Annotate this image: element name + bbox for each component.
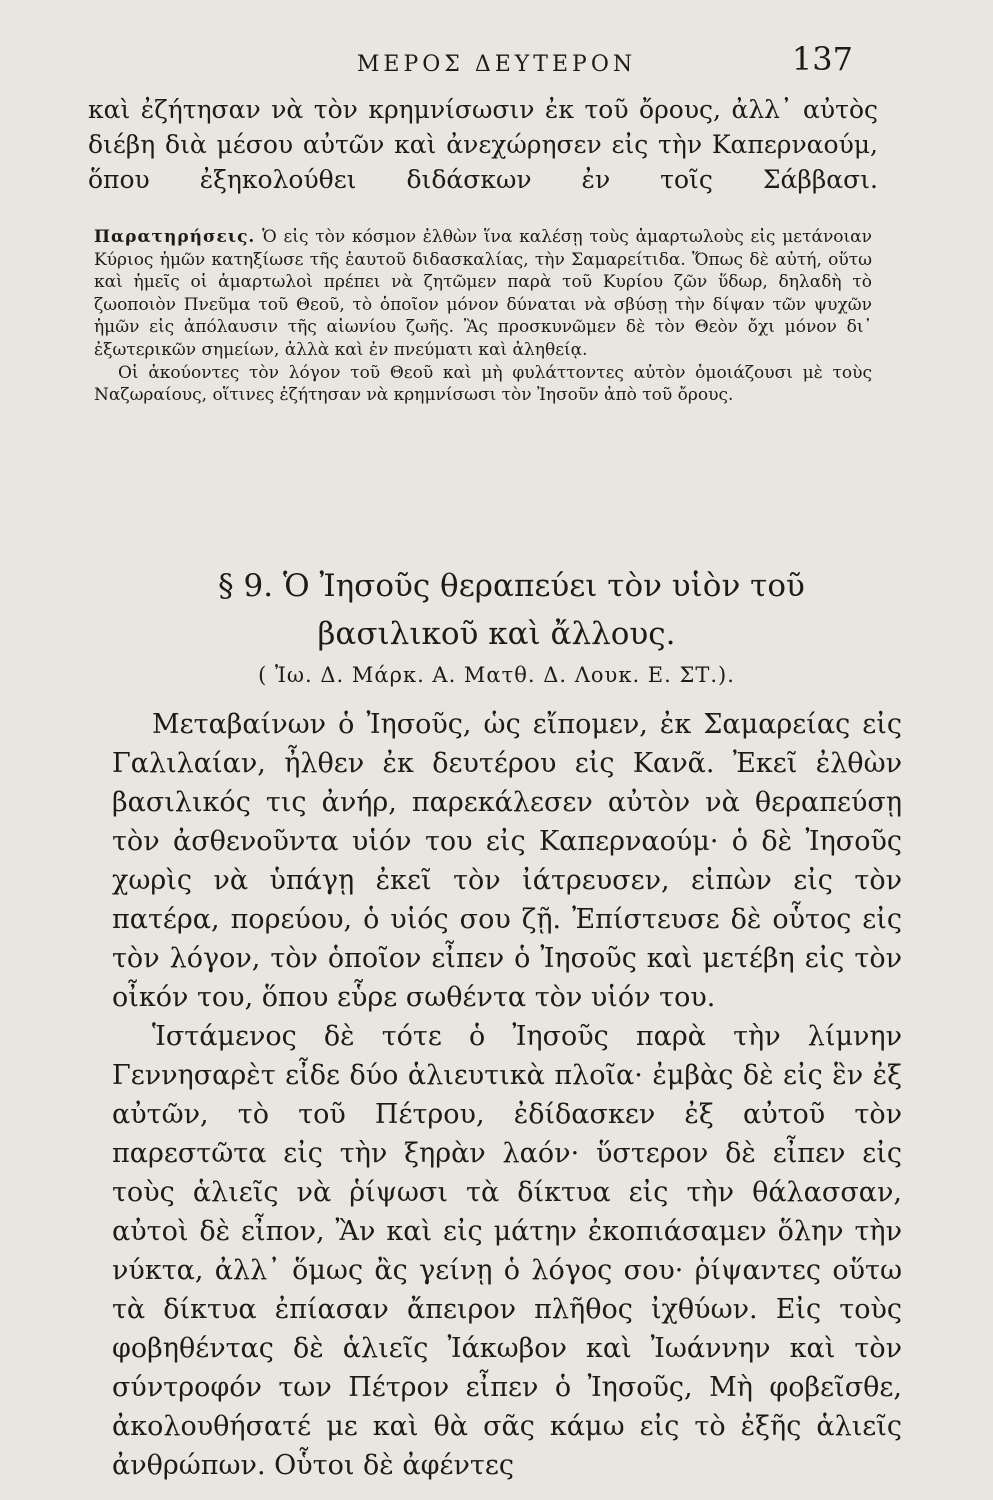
page-number: 137 xyxy=(791,40,853,78)
opening-paragraph-text: καὶ ἐζήτησαν νὰ τὸν κρημνίσωσιν ἐκ τοῦ ὄρους, ἀλλ᾽ αὐτὸς διέβη διὰ μέσου αὐτῶν καὶ ἀνεχώρησεν εἰς τὴν Καπερναούμ, ὅπου ἐξηκολούθει διδάσκων ἐν τοῖς Σάββασι. xyxy=(88,95,878,194)
section-title xyxy=(0,562,993,658)
section-title-line-2: βασιλικοῦ καὶ ἄλλους. xyxy=(317,616,676,652)
main-paragraph-1: Μεταβαίνων ὁ Ἰησοῦς, ὡς εἴπομεν, ἐκ Σαμαρείας εἰς Γαλιλαίαν, ἦλθεν ἐκ δευτέρου εἰς Κανᾶ. Ἐκεῖ ἐλθὼν βασιλικός τις ἀνήρ, παρεκάλεσεν αὐτὸν νὰ θεραπεύσῃ τὸν ἀσθενοῦντα υἱόν του εἰς Καπερναούμ· ὁ δὲ Ἰησοῦς χωρὶς νὰ ὑπάγῃ ἐκεῖ τὸν ἰάτρευσεν, εἰπὼν εἰς τὸν πατέρα, πορεύου, ὁ υἱός σου ζῇ. Ἐπίστευσε δὲ οὗτος εἰς τὸν λόγον, τὸν ὁποῖον εἶπεν ὁ Ἰησοῦς καὶ μετέβη εἰς τὸν οἶκόν του, ὅπου εὗρε σωθέντα τὸν υἱόν του. xyxy=(112,709,902,1013)
scripture-references: ( Ἰω. Δ. Μάρκ. Α. Ματθ. Δ. Λουκ. Ε. ΣΤ.). xyxy=(258,663,735,687)
main-text xyxy=(112,705,902,1485)
notes-paragraph-1 xyxy=(94,226,872,362)
main-paragraph-2: Ἱστάμενος δὲ τότε ὁ Ἰησοῦς παρὰ τὴν λίμνην Γεννησαρὲτ εἶδε δύο ἁλιευτικὰ πλοῖα· ἐμβὰς δὲ εἰς ἓν ἐξ αὐτῶν, τὸ τοῦ Πέτρου, ἐδίδασκεν ἐξ αὐτοῦ τὸν παρεστῶτα εἰς τὴν ξηρὰν λαόν· ὕστερον δὲ εἶπεν εἰς τοὺς ἁλιεῖς νὰ ῥίψωσι τὰ δίκτυα εἰς τὴν θάλασσαν, αὐτοὶ δὲ εἶπον, Ἂν καὶ εἰς μάτην ἐκοπιάσαμεν ὅλην τὴν νύκτα, ἀλλ᾽ ὅμως ἂς γείνῃ ὁ λόγος σου· ῥίψαντες οὕτω τὰ δίκτυα ἐπίασαν ἄπειρον πλῆθος ἰχθύων. Εἰς τοὺς φοβηθέντας δὲ ἁλιεῖς Ἰάκωβον καὶ Ἰωάννην καὶ τὸν σύντροφόν των Πέτρον εἶπεν ὁ Ἰησοῦς, Μὴ φοβεῖσθε, ἀκολουθήσατέ με καὶ θὰ σᾶς κάμω εἰς τὸ ἐξῆς ἁλιεῖς ἀνθρώπων. Οὗτοι δὲ ἀφέντες xyxy=(112,1021,902,1481)
section-title-line-1: § 9. Ὁ Ἰησοῦς θεραπεύει τὸν υἱὸν τοῦ xyxy=(218,568,805,604)
notes-paragraph-1-text: Ὁ εἰς τὸν κόσμον ἐλθὼν ἵνα καλέσῃ τοὺς ἁμαρτωλοὺς εἰς μετάνοιαν Κύριος ἡμῶν κατηξίωσε τῆς ἑαυτοῦ διδασκαλίας, τὴν Σαμαρείτιδα. Ὅπως δὲ αὐτή, οὕτω καὶ ἡμεῖς οἱ ἁμαρτωλοὶ πρέπει νὰ ζητῶμεν παρὰ τοῦ Κυρίου ζῶν ὕδωρ, δηλαδὴ τὸ ζωοποιὸν Πνεῦμα τοῦ Θεοῦ, τὸ ὁποῖον μόνον δύναται νὰ σβύσῃ τὴν δίψαν τῶν ψυχῶν ἡμῶν εἰς ἀπόλαυσιν τῆς αἰωνίου ζωῆς. Ἂς προσκυνῶμεν δὲ τὸν Θεὸν ὄχι μόνον δι᾽ ἐξωτερικῶν σημείων, ἀλλὰ καὶ ἐν πνεύματι καὶ ἀληθείᾳ. xyxy=(94,227,872,360)
opening-paragraph xyxy=(88,92,878,197)
page-header xyxy=(0,38,993,88)
notes-block xyxy=(94,226,872,407)
running-head: ΜΕΡΟΣ ΔΕΥΤΕΡΟΝ xyxy=(356,52,637,77)
notes-paragraph-2: Οἱ ἀκούοντες τὸν λόγον τοῦ Θεοῦ καὶ μὴ φυλάττοντες αὐτὸν ὁμοιάζουσι μὲ τοὺς Ναζωραίους, οἵτινες ἐζήτησαν νὰ κρημνίσωσι τὸν Ἰησοῦν ἀπὸ τοῦ ὄρους. xyxy=(94,362,872,406)
notes-label: Παρατηρήσεις. xyxy=(94,227,256,247)
